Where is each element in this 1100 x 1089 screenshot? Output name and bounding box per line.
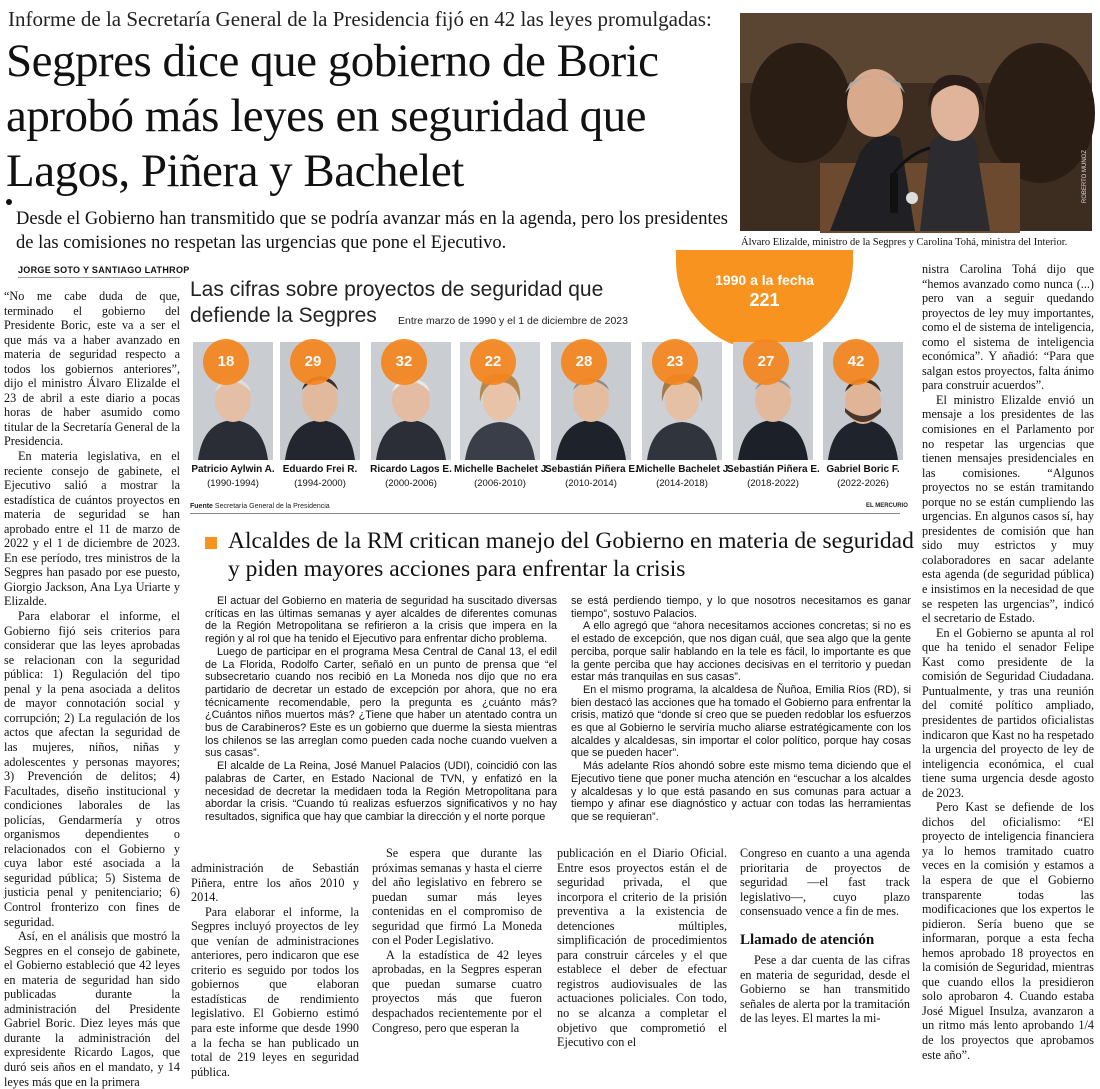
source-label: Fuente <box>190 503 213 510</box>
paragraph: El alcalde de La Reina, José Manuel Palacios (UDI), coincidió con las palabras de Carter, en Estado Nacional de TVN, y enfatizó en la necesidad de decretar la medidaen toda la Región Metropolitana para abordar la crisis. “Cuando tú realizas esfuerzos significativos y no hay resultados, significa que hay que cambiar la dirección y el norte porque <box>205 760 557 823</box>
paragraph: “No me cabe duda de que, terminado el gobierno del Presidente Boric, este va a ser el que más va a haber avanzado en materia de seguridad respecto a todos los gobiernos anteriores”, dijo el ministro Álvaro Elizalde el 23 de abril a este diario a pocas horas de haber asumido como titular de la Secretaría General de la Presidencia. <box>4 289 180 449</box>
infographic-subtitle: Entre marzo de 1990 y el 1 de diciembre de 2023 <box>398 315 628 327</box>
president-card <box>545 342 638 489</box>
president-years: (2010-2014) <box>565 478 617 489</box>
photo-ministers <box>740 13 1092 231</box>
paragraph: El ministro Elizalde envió un mensaje a los presidentes de las comisiones en el Parlamento por no respetar las urgencias que tienen mensajes presidenciales en las comisiones. “Algunos proyectos no se están tramitando porque no se están cumpliendo las urgencias. En algunos casos sí, hay presidentes de comisión que han sido muy estrictos y muy colaboradores en sacar adelante esta agenda (de seguridad pública) e insistimos en la necesidad de que se respeten las urgencias”, indicó el secretario de Estado. <box>922 392 1094 626</box>
paragraph: nistra Carolina Tohá dijo que “hemos avanzado como nunca (...) pero van a seguir quedando proyectos de ley muy importantes, como el de sistema de inteligencia, como el sistema de inteligencia económica”. Y añadió: “Para que salgan estos proyectos, falta ánimo para construir acuerdos”. <box>922 262 1094 393</box>
president-name: Gabriel Boric F. <box>826 464 900 475</box>
laws-count: 23 <box>652 339 698 385</box>
president-years: (1990-1994) <box>207 478 259 489</box>
president-name: Patricio Aylwin A. <box>191 464 275 475</box>
president-card <box>191 342 275 489</box>
laws-count: 22 <box>470 339 516 385</box>
kicker: Informe de la Secretaría General de la Presidencia fijó en 42 las leyes promulgadas: <box>8 7 712 31</box>
subhead: Desde el Gobierno han transmitido que se podría avanzar más en la agenda, pero los presidentes de las comisiones no respetan las urgencias que pone el Ejecutivo. <box>16 209 729 253</box>
paragraph: A la estadística de 42 leyes aprobadas, en la Segpres esperan que puedan sumarse cuatro proyectos más que fueron despachados recientemente por el Congreso, pero que esperan la <box>372 947 542 1035</box>
paragraph: En el mismo programa, la alcaldesa de Ñuñoa, Emilia Ríos (RD), si bien destacó las acciones que ha tomado el Gobierno para enfrentar la crisis, matizó que “donde sí creo que se pueden redoblar los esfuerzos es que al Gobierno le serviría mucho aliarse estratégicamente con los alcaldes y alcaldesas, sin importar el color político, porque hay cosas que se pueden hacer”. <box>571 683 911 760</box>
body-column-4 <box>557 846 727 1050</box>
total-label: 1990 a la fecha <box>715 272 814 288</box>
laws-count: 28 <box>561 339 607 385</box>
laws-count: 42 <box>833 339 879 385</box>
photo-credit: ROBERTO MUÑOZ <box>1082 150 1088 204</box>
body-column-2 <box>191 861 359 1079</box>
president-card <box>454 342 550 489</box>
byline-rule <box>18 277 180 278</box>
laws-count: 32 <box>381 339 427 385</box>
body-column-1 <box>4 289 180 1089</box>
president-name: Sebastián Piñera E. <box>727 464 820 475</box>
president-card <box>370 342 452 489</box>
president-name: Michelle Bachelet J. <box>454 464 550 475</box>
paragraph: En el Gobierno se apunta al rol que ha tenido el senador Felipe Kast como presidente de la comisión de Seguridad Ciudadana. Puntualmente, y tras una reunión del comité político ampliado, presidentes de partidos oficialistas indicaron que Kast no ha respetado la urgencia del proyecto de ley de inteligencia económica, el cual tiene suma urgencia desde agosto de 2023. <box>922 625 1094 800</box>
source-line <box>190 503 330 510</box>
paragraph: Así, en el análisis que mostró la Segpres en el consejo de gabinete, el Gobierno estableció que 42 leyes en materia de seguridad han sido publicadas durante la administración del Presidente Gabriel Boric. Diez leyes más que durante la administración del expresidente Ricardo Lagos, que duró seis años en el mandato, y 14 leyes más que en la primera <box>4 929 180 1089</box>
paragraph: Más adelante Ríos ahondó sobre este mismo tema diciendo que el Ejecutivo tiene que poner mucha atención en “escuchar a los alcaldes y alcaldesas y lo que está pasando en sus comunas para actuar a tiempo y afinar ese diagnóstico y actuar con todas las herramientas que se requieran”. <box>571 760 911 823</box>
infographic-rule <box>190 513 900 514</box>
bullet-dot <box>6 199 12 205</box>
body-column-3 <box>372 846 542 1035</box>
paragraph: Pero Kast se defiende de los dichos del oficialismo: “El proyecto de inteligencia financiera ya lo hemos tramitado cuatro veces en la comisión y estamos a la espera de que el Gobierno transparente todas las modificaciones que los expertos le pidieron. Sería bueno que se informaran, porque a esta fecha hemos aprobado 18 proyectos en la comisión de Seguridad, mientras que cuando ellos la presidieron solo aprobaron 4. Cuando estaba José Miguel Insulza, avanzaron a un ritmo más lento aprobando 1/4 de los proyectos que aprobamos este año”. <box>922 800 1094 1062</box>
president-card <box>636 342 732 489</box>
paragraph: En materia legislativa, en el reciente consejo de gabinete, el Ejecutivo salió a mostrar la estadística de cuántos proyectos en materia de seguridad se han aprobado entre el 11 de marzo de 2022 y el 1 de diciembre de 2023. En ese período, tres ministros de la Segpres han pasado por ese puesto, Giorgio Jackson, Ana Lya Uriarte y Elizalde. <box>4 449 180 609</box>
byline: JORGE SOTO Y SANTIAGO LATHROP <box>18 265 190 275</box>
paragraph: A ello agregó que “ahora necesitamos acciones concretas; si no es el estado de excepción, que nos digan cuál, que sea algo que la gente perciba, porque salir hablando en la tele es fácil, lo importante es que la gente perciba que hay acciones decisivas en el territorio y puedan estar más tranquilas en sus casas”. <box>571 620 911 684</box>
sidebar-column-left <box>205 595 557 824</box>
president-card <box>280 342 360 489</box>
president-name: Ricardo Lagos E. <box>370 464 452 475</box>
laws-count: 29 <box>290 339 336 385</box>
president-years: (2006-2010) <box>474 478 526 489</box>
section-subtitle: Llamado de atención <box>740 931 875 948</box>
body-column-6 <box>922 262 1094 1062</box>
brand-label: EL MERCURIO <box>866 503 908 509</box>
paragraph: Para elaborar el informe, el Gobierno fijó seis criterios para considerar que las leyes aprobadas se relacionan con la seguridad pública: 1) Regulación del tipo penal y la pena asociada a delitos de mayor connotación social y corrupción; 2) La regulación de los actos que afectan la seguridad de las mujeres, niños, niñas y adolescentes y personas mayores; 3) Prevención de delitos; 4) Facultades, diseño institucional y condiciones laborales de las policías, Gendarmería y otros organismos dependientes o relacionados con el Gobierno y cuya labor esté asociada a la seguridad pública; 5) Sistema de justicia penal y penitenciario; 6) Control fronterizo con fines de seguridad. <box>4 609 180 929</box>
body-column-5 <box>740 846 910 1026</box>
president-name: Michelle Bachelet J. <box>636 464 732 475</box>
president-name: Sebastián Piñera E. <box>545 464 638 475</box>
president-card <box>727 342 820 489</box>
paragraph: publicación en el Diario Oficial. Entre esos proyectos están el de seguridad privada, el que incorpora el criterio de la prisión preventiva a la existencia de detenciones múltiples, simplificación de procedimientos para construir cárceles y el que establece el deber de efectuar registros audiovisuales de las actuaciones policiales. Con todo, no se alcanza a completar el objetivo que comprometió el Ejecutivo con el <box>557 846 727 1050</box>
sidebar-column-right <box>571 595 911 824</box>
paragraph: se está perdiendo tiempo, y lo que nosotros necesitamos es ganar tiempo”, sostuvo Palacios. <box>571 595 911 620</box>
total-value: 221 <box>749 290 780 310</box>
paragraph: Se espera que durante las próximas semanas y hasta el cierre del año legislativo en febrero se puedan sumar más leyes contenidas en el compromiso de seguridad que firmó La Moneda con el Poder Legislativo. <box>372 846 542 948</box>
president-years: (1994-2000) <box>294 478 346 489</box>
president-years: (2014-2018) <box>656 478 708 489</box>
total-bubble <box>676 250 853 350</box>
paragraph: Congreso en cuanto a una agenda prioritaria de proyectos de seguridad —el fast track legislativo—, cuyo plazo consensuado vence a fin de mes. <box>740 846 910 919</box>
president-years: (2000-2006) <box>385 478 437 489</box>
paragraph: El actuar del Gobierno en materia de seguridad ha suscitado diversas críticas en las últimas semanas y ayer alcaldes de diferentes comunas de la Región Metropolitana se refirieron a la crisis que impera en la región y al rol que ha tenido el Ejecutivo para enfrentar dicho problema. <box>205 595 557 646</box>
paragraph: administración de Sebastián Piñera, entre los años 2010 y 2014. <box>191 861 359 905</box>
headline: Segpres dice que gobierno de Boric aprobó más leyes en seguridad que Lagos, Piñera y Bachelet <box>6 35 659 197</box>
laws-count: 27 <box>743 339 789 385</box>
paragraph: Pese a dar cuenta de las cifras en materia de seguridad, desde el Gobierno se han transmitido señales de alerta por la tramitación de las leyes. El martes la mi- <box>740 953 910 1026</box>
infographic-title: Las cifras sobre proyectos de seguridad que defiende la Segpres <box>190 278 604 327</box>
president-years: (2018-2022) <box>747 478 799 489</box>
president-card <box>823 342 903 489</box>
photo-caption: Álvaro Elizalde, ministro de la Segpres y Carolina Tohá, ministra del Interior. <box>741 237 1068 248</box>
president-name: Eduardo Frei R. <box>282 464 358 475</box>
paragraph: Luego de participar en el programa Mesa Central de Canal 13, el edil de La Florida, Rodolfo Carter, señaló en un punto de prensa que “el subsecretario cuando nos recibió en La Moneda nos dijo que no era partidario de decretar un estado de excepción por ahora, que no era técnicamente recomendable, pero la pregunta es ¿cuánto más? ¿Cuántos niños muertos más? ¿Tiene que haber un atentado contra un bus de Carabineros? Este es un gobierno que duerme la siesta mientras los chilenos se las arreglan como pueden cada noche cuando vuelven a sus casas”. <box>205 645 557 760</box>
sidebar-headline: Alcaldes de la RM critican manejo del Gobierno en materia de seguridad y piden mayores acciones para enfrentar la crisis <box>228 528 914 582</box>
president-years: (2022-2026) <box>837 478 889 489</box>
laws-count: 18 <box>203 339 249 385</box>
orange-square-icon <box>205 537 217 549</box>
paragraph: Para elaborar el informe, la Segpres incluyó proyectos de ley que venían de administraciones anteriores, pero indicaron que ese criterio es seguido por todos los gobiernos que elaboran estadísticas de rendimiento legislativo. El Gobierno estimó para este informe que desde 1990 a la fecha se han publicado un total de 219 leyes en seguridad pública. <box>191 904 359 1079</box>
source-text: Secretaría General de la Presidencia <box>214 503 330 510</box>
